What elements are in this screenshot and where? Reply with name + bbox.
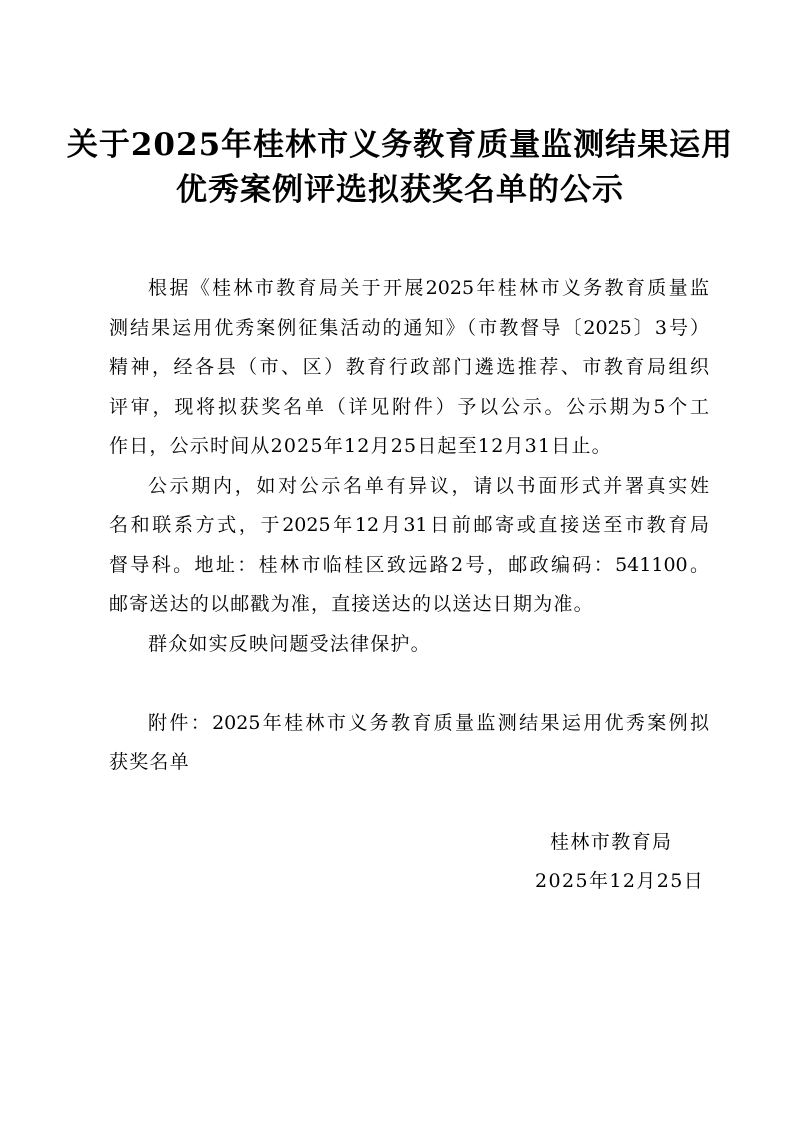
attachment-line: 附件：2025年桂林市义务教育质量监测结果运用优秀案例拟 — [148, 712, 709, 734]
paragraph-line: 根据《桂林市教育局关于开展2025年桂林市义务教育质量监 — [148, 277, 709, 299]
paragraph-line: 评审，现将拟获奖名单（详见附件）予以公示。公示期为5个工 — [109, 396, 709, 418]
signature-organization: 桂林市教育局 — [550, 831, 673, 853]
paragraph-protection: 群众如实反映问题受法律保护。 — [148, 633, 431, 655]
paragraph-line: 精神，经各县（市、区）教育行政部门遴选推荐、市教育局组织 — [109, 356, 709, 378]
document-title-line-1: 关于2025年桂林市义务教育质量监测结果运用 — [66, 127, 734, 163]
paragraph-line: 作日，公示时间从2025年12月25日起至12月31日止。 — [109, 435, 612, 457]
paragraph-line: 测结果运用优秀案例征集活动的通知》（市教督导〔2025〕3号） — [109, 317, 709, 339]
paragraph-line: 督导科。地址：桂林市临桂区致远路2号，邮政编码：541100。 — [109, 554, 709, 576]
paragraph-line: 邮寄送达的以邮戳为准，直接送达的以送达日期为准。 — [109, 593, 594, 615]
document-title-line-2: 优秀案例评选拟获奖名单的公示 — [176, 172, 624, 208]
paragraph-line: 名和联系方式，于2025年12月31日前邮寄或直接送至市教育局 — [109, 514, 709, 536]
paragraph-line: 公示期内，如对公示名单有异议，请以书面形式并署真实姓 — [148, 475, 709, 497]
attachment-line: 获奖名单 — [109, 751, 190, 773]
signature-date: 2025年12月25日 — [535, 870, 705, 892]
